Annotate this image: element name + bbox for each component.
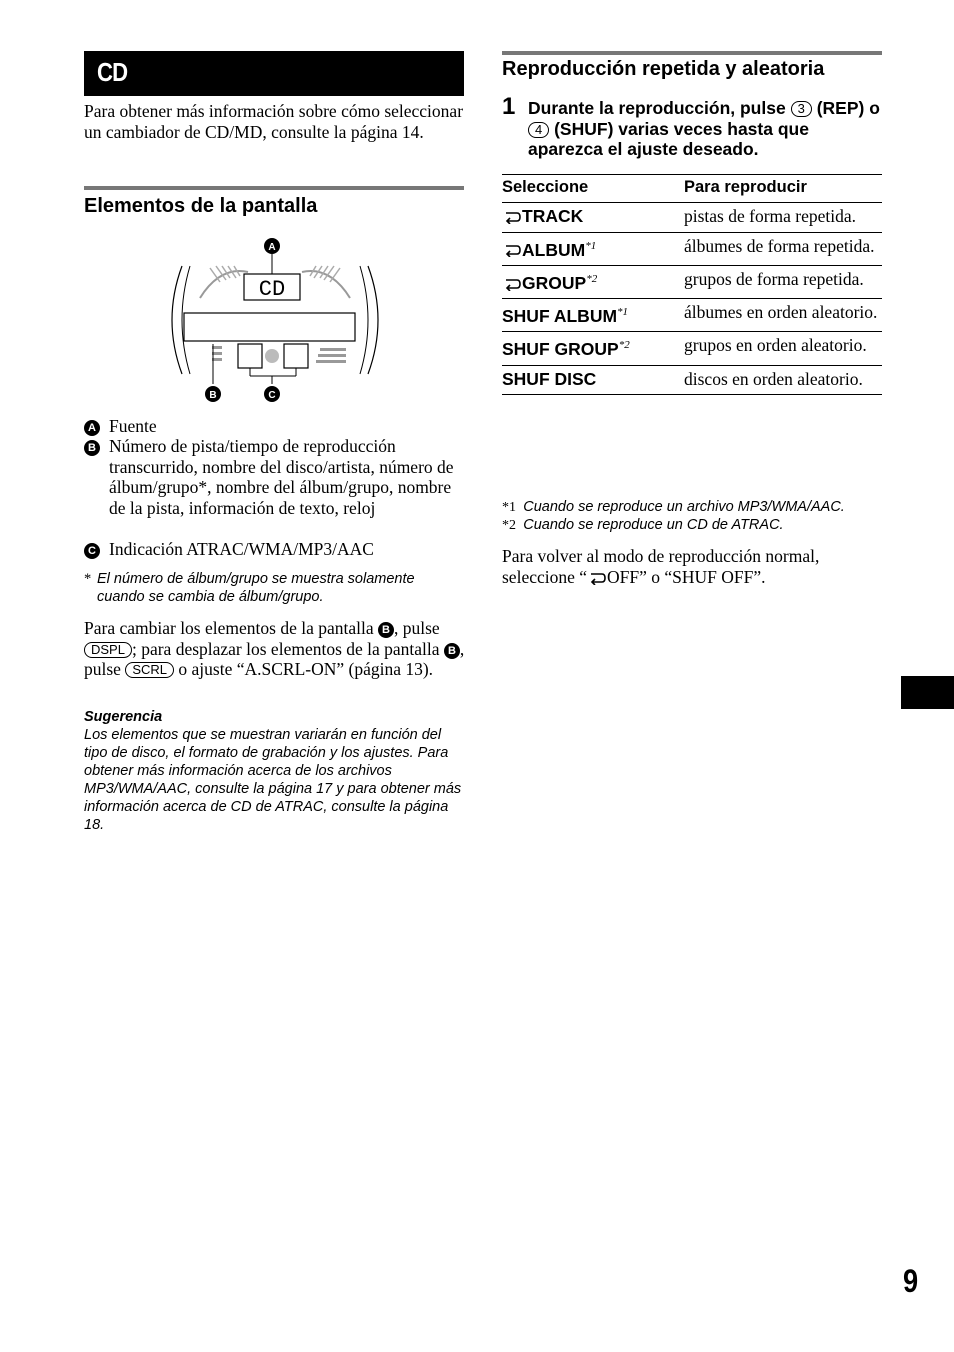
legend-item-c	[84, 539, 374, 560]
footnote-mark: *	[84, 571, 92, 587]
section-title: CD	[97, 57, 128, 87]
repeat-icon	[587, 571, 607, 585]
option-label: SHUF GROUP	[502, 339, 619, 360]
repeat-icon	[502, 243, 522, 257]
return-note: Para volver al modo de reproducción normal, seleccione “ OFF” o “SHUF OFF”.	[502, 546, 820, 587]
table-row	[502, 332, 882, 365]
tip-text: Los elementos que se muestran variarán en función del tipo de disco, el formato de grabación y los ajustes. Para obtener más información acerca de los archivos MP3/WMA/AAC, consulte la página 17 y para obtener más información acerca de CD de ATRAC, consulte la página 18.	[84, 727, 462, 833]
display-diagram	[160, 234, 390, 406]
marker-a: A	[84, 420, 100, 436]
callout-c	[264, 386, 280, 402]
footnote-ref: *1	[617, 306, 629, 319]
step-number: 1	[502, 93, 516, 120]
legend-text: Fuente	[109, 416, 157, 436]
table-row	[502, 265, 882, 298]
table-footnote-2: *2 Cuando se reproduce un CD de ATRAC.	[502, 517, 784, 533]
dspl-key: DSPL	[84, 642, 132, 658]
scrl-key: SCRL	[125, 662, 174, 678]
option-label: SHUF ALBUM	[502, 305, 618, 326]
key-3: 3	[791, 101, 812, 117]
option-label: TRACK	[522, 206, 584, 226]
legend-item-b	[84, 436, 454, 518]
legend-item-a	[84, 416, 157, 437]
table-row	[502, 299, 882, 332]
table-row	[502, 232, 882, 265]
callout-b	[205, 386, 221, 402]
tip-title: Sugerencia	[84, 709, 163, 725]
table-row	[502, 203, 882, 233]
page-number: 9	[903, 1263, 919, 1299]
display-heading: Elementos de la pantalla	[84, 195, 318, 217]
column-header: Para reproducir	[684, 175, 882, 203]
repeat-icon	[502, 277, 522, 291]
table-row	[502, 365, 882, 395]
step-instruction: Durante la reproducción, pulse 3 (REP) o 4 (SHUF) varias veces hasta que aparezca el ajuste deseado.	[528, 98, 880, 159]
option-label: GROUP	[522, 272, 587, 293]
option-description: grupos de forma repetida.	[684, 265, 882, 298]
side-tab-marker	[901, 676, 954, 709]
footnote-ref: *2	[586, 272, 598, 285]
option-label: ALBUM	[522, 239, 586, 260]
section-rule	[84, 186, 464, 190]
option-label: SHUF DISC	[502, 368, 597, 389]
option-description: álbumes de forma repetida.	[684, 232, 882, 265]
callout-a	[264, 238, 280, 254]
footnote	[84, 570, 464, 606]
section-rule	[502, 51, 882, 55]
repeat-shuffle-heading: Reproducción repetida y aleatoria	[502, 58, 825, 80]
option-description: pistas de forma repetida.	[684, 203, 882, 233]
option-description: álbumes en orden aleatorio.	[684, 299, 882, 332]
repeat-icon	[502, 210, 522, 224]
svg-text:C: C	[268, 390, 276, 401]
column-header: Seleccione	[502, 175, 684, 203]
footnote-ref: *1	[585, 239, 597, 252]
display-source-text: CD	[258, 277, 286, 302]
table-footnote-1: *1 Cuando se reproduce un archivo MP3/WMA/AAC.	[502, 499, 845, 515]
section-header-cd	[84, 51, 464, 96]
marker-b: B	[378, 622, 394, 638]
footnote-ref: *2	[618, 339, 630, 352]
legend-text: Indicación ATRAC/WMA/MP3/AAC	[109, 539, 374, 559]
marker-b: B	[444, 643, 460, 659]
change-paragraph: Para cambiar los elementos de la pantalla B , pulse DSPL ; para desplazar los elementos de la pantalla B , pulse SCRL o ajuste “A.SCRL-ON” (página 13).	[84, 618, 465, 680]
legend-text: Número de pista/tiempo de reproducción transcurrido, nombre del disco/artista, número de álbum/grupo*, nombre del álbum/grupo, nombre de la pista, información de texto, reloj	[109, 436, 454, 518]
intro-paragraph: Para obtener más información sobre cómo seleccionar un cambiador de CD/MD, consulte la página 14.	[84, 101, 464, 142]
option-description: grupos en orden aleatorio.	[684, 332, 882, 365]
key-4: 4	[528, 122, 549, 138]
svg-text:B: B	[209, 390, 217, 401]
option-description: discos en orden aleatorio.	[684, 365, 882, 395]
marker-c: C	[84, 543, 100, 559]
footnote-text: El número de álbum/grupo se muestra solamente cuando se cambia de álbum/grupo.	[97, 571, 415, 605]
options-table	[502, 174, 882, 395]
marker-b: B	[84, 440, 100, 456]
table-header-row	[502, 175, 882, 203]
svg-text:A: A	[268, 242, 276, 253]
